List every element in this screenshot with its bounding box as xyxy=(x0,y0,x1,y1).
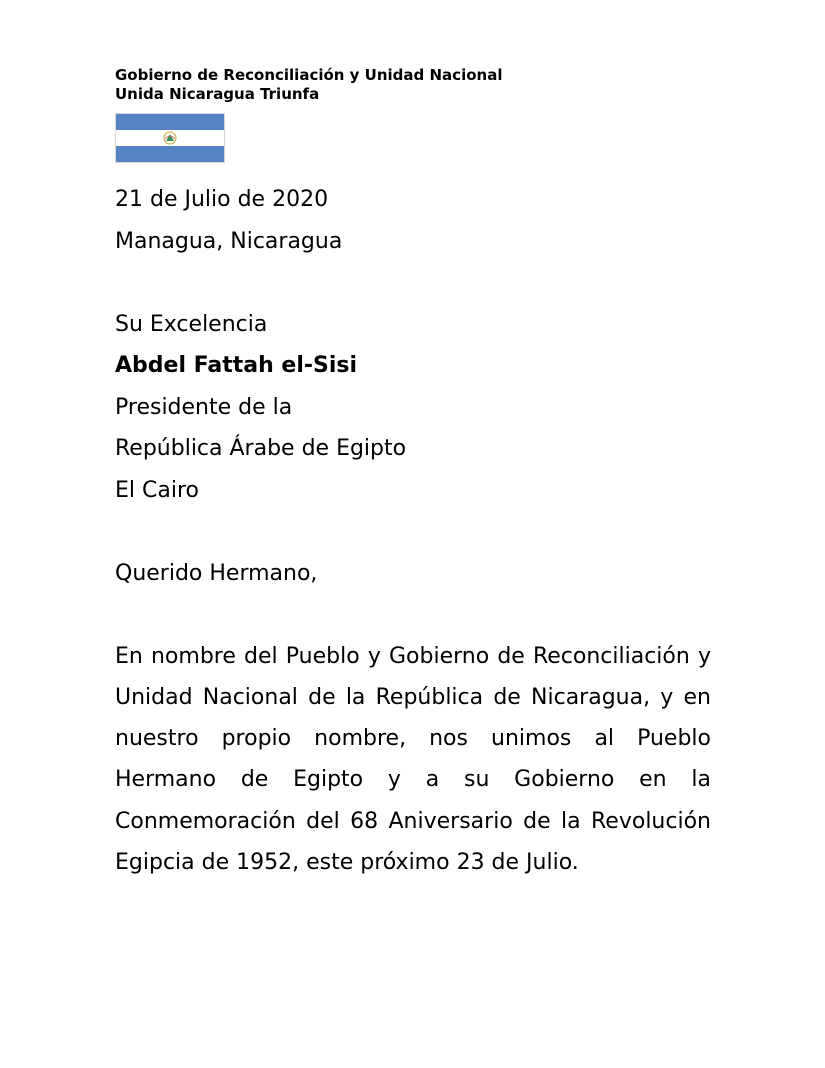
letterhead-government-name: Gobierno de Reconciliación y Unidad Nacional xyxy=(115,66,503,84)
flag-top-stripe xyxy=(116,114,224,130)
letterhead-motto: Unida Nicaragua Triunfa xyxy=(115,85,320,103)
nicaragua-flag-icon xyxy=(115,113,225,163)
recipient-city: El Cairo xyxy=(115,477,199,503)
recipient-position-line1: Presidente de la xyxy=(115,394,293,420)
greeting: Querido Hermano, xyxy=(115,560,318,586)
recipient-position-line2: República Árabe de Egipto xyxy=(115,436,407,461)
spacer xyxy=(115,262,711,304)
letterhead xyxy=(115,66,711,104)
flag-bottom-stripe xyxy=(116,146,224,162)
letter-place: Managua, Nicaragua xyxy=(115,228,343,254)
spacer xyxy=(115,594,711,636)
coat-of-arms-icon xyxy=(160,131,180,145)
recipient-title: Su Excelencia xyxy=(115,311,268,337)
body-paragraph: En nombre del Pueblo y Gobierno de Reconciliación y Unidad Nacional de la República de Nicaragua, y en nuestro propio nombre, nos unimos al Pueblo Hermano de Egipto y a su Gobierno en la Conmemoración del 68 Aniversario de la Revolución Egipcia de 1952, este próximo 23 de Julio. xyxy=(115,643,711,875)
letter-date: 21 de Julio de 2020 xyxy=(115,187,329,212)
recipient-block xyxy=(115,304,711,512)
spacer xyxy=(115,511,711,553)
date-place-block xyxy=(115,179,711,262)
letter-page xyxy=(115,66,711,883)
recipient-name: Abdel Fattah el-Sisi xyxy=(115,353,358,378)
